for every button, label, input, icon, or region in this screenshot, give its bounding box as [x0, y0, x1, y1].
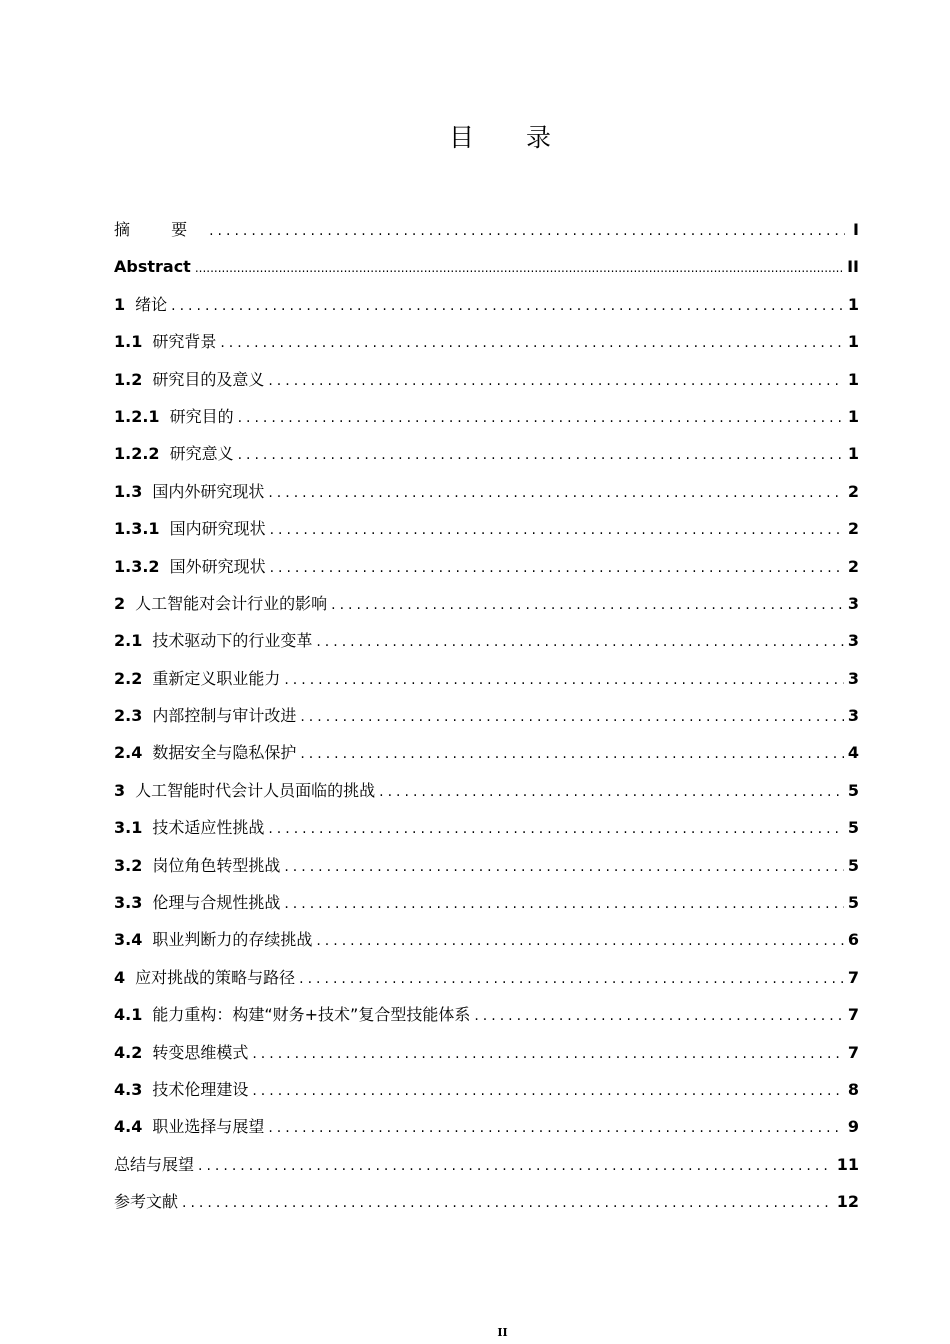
toc-entry-page: 9 [847, 1117, 859, 1137]
toc-entry-label: 绪论 [135, 294, 168, 314]
dot-leader [316, 624, 844, 661]
toc-entry[interactable] [114, 211, 859, 248]
toc-entry-page: 4 [847, 743, 859, 763]
toc-entry-number: 1.2.1 [114, 406, 160, 426]
toc-entry-page: 3 [847, 706, 859, 726]
toc-entry-label: 应对挑战的策略与路径 [135, 967, 296, 987]
dot-leader [182, 1185, 833, 1222]
toc-entry-number: 1.2 [114, 369, 143, 389]
toc-entry-number: 2.2 [114, 668, 143, 688]
dot-leader [220, 325, 844, 362]
dot-leader [268, 1110, 844, 1147]
dot-leader [270, 550, 844, 587]
toc-entry[interactable] [114, 660, 859, 697]
toc-entry-number: 1.1 [114, 332, 143, 352]
toc-entry-page: 5 [847, 855, 859, 875]
toc-entry-page: 2 [847, 556, 859, 576]
toc-entry[interactable] [114, 323, 859, 360]
dot-leader [252, 1036, 844, 1073]
toc-entry[interactable] [114, 809, 859, 846]
toc-entry-label: 转变思维模式 [152, 1042, 249, 1062]
toc-entry[interactable] [114, 1108, 859, 1145]
toc-entry[interactable] [114, 772, 859, 809]
dot-leader [270, 512, 844, 549]
toc-entry-label: 国内研究现状 [169, 519, 266, 539]
toc-entry-number: 2.4 [114, 743, 143, 763]
toc-entry-page: 5 [847, 780, 859, 800]
toc-entry[interactable] [114, 585, 859, 622]
toc-entry-number: 4.1 [114, 1005, 143, 1025]
toc-entry-page: 11 [836, 1154, 859, 1174]
toc-entry[interactable] [114, 473, 859, 510]
dot-leader [268, 363, 844, 400]
toc-entry-label: Abstract [114, 257, 191, 277]
toc-entry-number: 3.2 [114, 855, 143, 875]
toc-entry-number: 3 [114, 780, 126, 800]
table-of-contents [114, 211, 859, 1221]
dot-leader [284, 849, 844, 886]
dot-leader [300, 699, 844, 736]
toc-entry-page: II [847, 257, 859, 277]
dot-leader [379, 774, 844, 811]
dot-leader [195, 250, 843, 287]
toc-entry-number: 1.2.2 [114, 444, 160, 464]
toc-entry[interactable] [114, 921, 859, 958]
toc-entry-label: 技术驱动下的行业变革 [152, 631, 313, 651]
toc-entry-page: 12 [836, 1192, 859, 1212]
toc-entry-label: 人工智能时代会计人员面临的挑战 [135, 780, 376, 800]
toc-entry-page: 6 [847, 930, 859, 950]
dot-leader [331, 587, 844, 624]
toc-entry[interactable] [114, 361, 859, 398]
dot-leader [316, 923, 844, 960]
toc-entry[interactable] [114, 1146, 859, 1183]
toc-entry-page: 1 [847, 294, 859, 314]
toc-entry-label: 数据安全与隐私保护 [152, 743, 297, 763]
toc-entry-number: 1.3.2 [114, 556, 160, 576]
dot-leader [474, 998, 844, 1035]
toc-entry-label: 研究背景 [152, 332, 217, 352]
toc-entry[interactable] [114, 398, 859, 435]
toc-entry-number: 2.3 [114, 706, 143, 726]
toc-entry[interactable] [114, 548, 859, 585]
toc-entry-number: 2 [114, 593, 126, 613]
toc-entry-page: 3 [847, 593, 859, 613]
toc-entry-label: 人工智能对会计行业的影响 [135, 593, 328, 613]
toc-entry-number: 1.3.1 [114, 519, 160, 539]
toc-entry-label: 国内外研究现状 [152, 481, 265, 501]
toc-entry[interactable] [114, 1071, 859, 1108]
toc-entry[interactable] [114, 734, 859, 771]
toc-entry-page: 7 [847, 1005, 859, 1025]
toc-entry-label: 国外研究现状 [169, 556, 266, 576]
toc-entry[interactable] [114, 697, 859, 734]
toc-entry[interactable] [114, 1183, 859, 1220]
toc-entry-label: 岗位角色转型挑战 [152, 855, 281, 875]
toc-entry-number: 1 [114, 294, 126, 314]
toc-entry-label: 伦理与合规性挑战 [152, 893, 281, 913]
dot-leader [252, 1073, 844, 1110]
toc-entry-label: 研究意义 [169, 444, 234, 464]
toc-entry-number: 2.1 [114, 631, 143, 651]
toc-entry-page: 1 [847, 444, 859, 464]
dot-leader [209, 213, 845, 250]
dot-leader [171, 288, 844, 325]
toc-entry-page: 5 [847, 818, 859, 838]
dot-leader [268, 811, 844, 848]
toc-entry[interactable] [114, 1034, 859, 1071]
toc-entry-page: 1 [847, 369, 859, 389]
page-title: 目 录 [449, 123, 573, 152]
toc-entry[interactable] [114, 622, 859, 659]
toc-entry[interactable] [114, 286, 859, 323]
toc-entry-label: 总结与展望 [114, 1154, 195, 1174]
toc-entry-label: 能力重构：构建“财务+技术”复合型技能体系 [152, 1005, 471, 1025]
page-number: II [497, 1326, 508, 1339]
toc-entry-label: 内部控制与审计改进 [152, 706, 297, 726]
toc-entry[interactable] [114, 248, 859, 285]
dot-leader [299, 961, 844, 998]
toc-entry[interactable] [114, 510, 859, 547]
toc-entry-number: 4.4 [114, 1117, 143, 1137]
toc-entry-page: I [853, 220, 859, 239]
toc-entry-label: 职业选择与展望 [152, 1117, 265, 1137]
toc-entry-page: 8 [847, 1079, 859, 1099]
toc-entry-number: 3.1 [114, 818, 143, 838]
toc-entry-label: 重新定义职业能力 [152, 668, 281, 688]
toc-entry-page: 7 [847, 967, 859, 987]
toc-entry-label: 职业判断力的存续挑战 [152, 930, 313, 950]
toc-entry-label: 研究目的 [169, 406, 234, 426]
dot-leader [268, 475, 844, 512]
toc-entry-page: 7 [847, 1042, 859, 1062]
dot-leader [300, 736, 844, 773]
toc-entry-number: 4.2 [114, 1042, 143, 1062]
toc-entry-label: 技术适应性挑战 [152, 818, 265, 838]
toc-entry-page: 1 [847, 332, 859, 352]
dot-leader [284, 662, 844, 699]
dot-leader [198, 1148, 833, 1185]
toc-entry[interactable] [114, 435, 859, 472]
toc-entry-page: 2 [847, 481, 859, 501]
toc-entry-page: 1 [847, 406, 859, 426]
toc-entry-number: 1.3 [114, 481, 143, 501]
toc-entry-number: 4 [114, 967, 126, 987]
toc-entry-page: 3 [847, 631, 859, 651]
toc-entry-number: 4.3 [114, 1079, 143, 1099]
toc-entry[interactable] [114, 996, 859, 1033]
dot-leader [238, 400, 844, 437]
dot-leader [284, 886, 844, 923]
toc-entry-page: 3 [847, 668, 859, 688]
toc-entry-page: 2 [847, 519, 859, 539]
toc-entry-number: 3.4 [114, 930, 143, 950]
toc-entry[interactable] [114, 847, 859, 884]
toc-entry-label: 研究目的及意义 [152, 369, 265, 389]
dot-leader [238, 437, 844, 474]
toc-entry-label: 技术伦理建设 [152, 1079, 249, 1099]
toc-entry-label: 参考文献 [114, 1192, 179, 1212]
toc-entry[interactable] [114, 884, 859, 921]
toc-entry[interactable] [114, 959, 859, 996]
toc-entry-number: 3.3 [114, 893, 143, 913]
toc-entry-page: 5 [847, 893, 859, 913]
toc-entry-label: 摘 要 [114, 220, 206, 239]
